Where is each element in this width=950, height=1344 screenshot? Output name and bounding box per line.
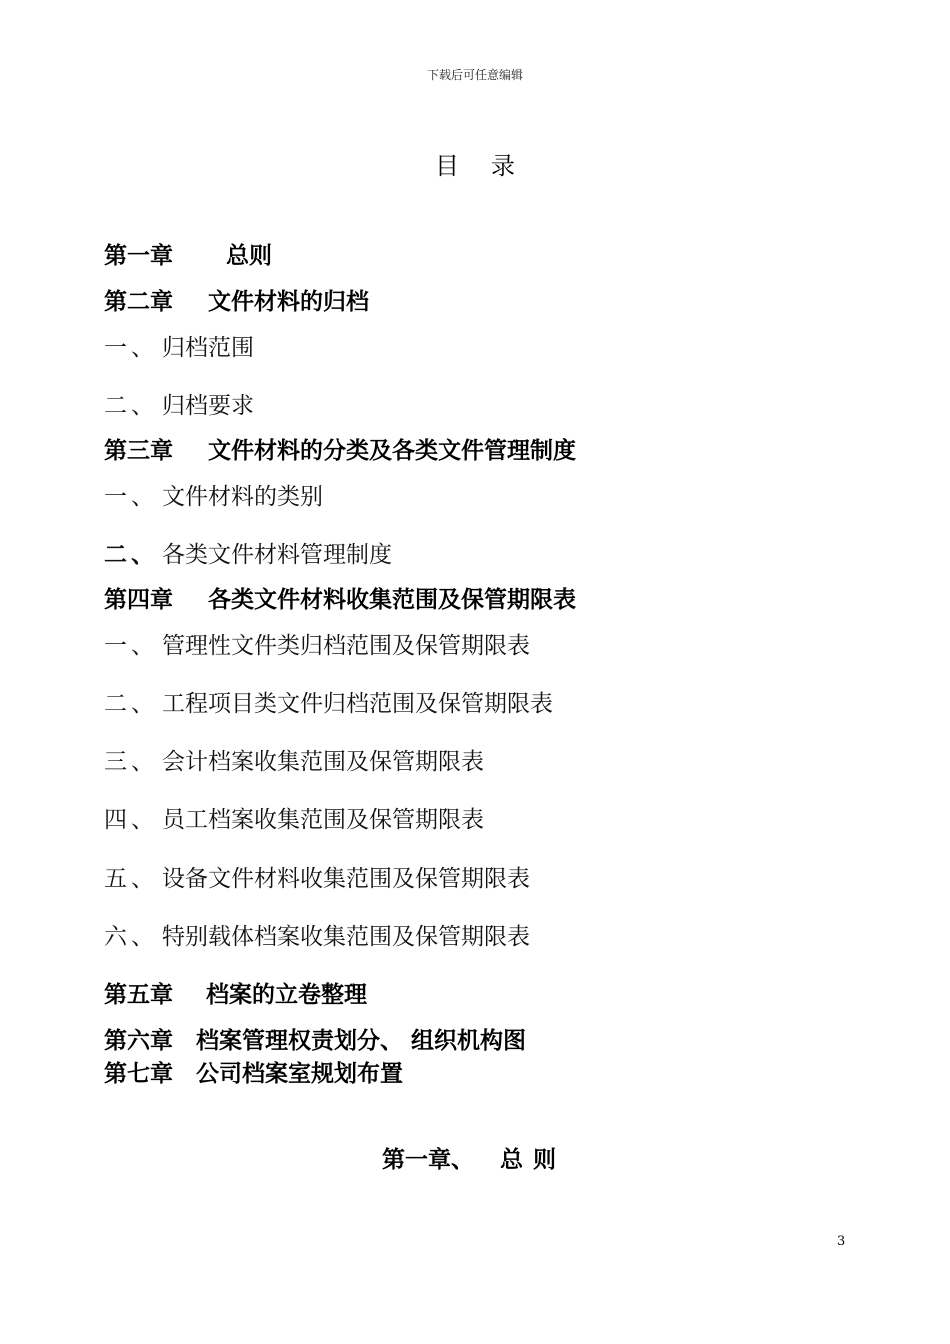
toc-entry-section <box>104 922 530 952</box>
toc-section-number: 二、 <box>104 691 158 717</box>
toc-entry-chapter-1 <box>104 241 272 271</box>
toc-entry-section <box>104 805 484 835</box>
toc-section-number: 一、 <box>104 335 158 361</box>
toc-chapter-title: 档案管理权责划分、 组织机构图 <box>196 1028 527 1054</box>
toc-section-title: 管理性文件类归档范围及保管期限表 <box>162 633 530 659</box>
toc-entry-chapter-5 <box>104 980 367 1010</box>
toc-section-number: 四、 <box>104 807 158 833</box>
chapter-heading <box>382 1141 566 1174</box>
toc-entry-chapter-2 <box>104 287 369 317</box>
toc-chapter-title: 总则 <box>226 243 272 269</box>
toc-chapter-number: 第五章 <box>104 982 173 1008</box>
toc-section-title: 文件材料的类别 <box>162 484 323 510</box>
header-note: 下载后可任意编辑 <box>426 68 523 82</box>
toc-section-title: 各类文件材料管理制度 <box>162 542 392 568</box>
toc-entry-section <box>104 540 392 570</box>
toc-section-title: 设备文件材料收集范围及保管期限表 <box>162 866 530 892</box>
toc-section-number: 一、 <box>104 484 158 510</box>
toc-section-number: 二、 <box>104 542 158 568</box>
toc-section-number: 五、 <box>104 866 158 892</box>
page-number: 3 <box>837 1234 846 1249</box>
toc-entry-section <box>104 333 254 363</box>
toc-section-number: 六、 <box>104 924 158 950</box>
toc-chapter-number: 第三章 <box>104 438 173 464</box>
toc-entry-section <box>104 631 530 661</box>
toc-chapter-number: 第六章 <box>104 1028 173 1054</box>
toc-chapter-title: 各类文件材料收集范围及保管期限表 <box>208 587 576 613</box>
toc-chapter-number: 第七章 <box>104 1061 173 1087</box>
toc-section-title: 工程项目类文件归档范围及保管期限表 <box>162 691 553 717</box>
toc-section-number: 二、 <box>104 393 158 419</box>
toc-section-title: 特别载体档案收集范围及保管期限表 <box>162 924 530 950</box>
toc-section-title: 员工档案收集范围及保管期限表 <box>162 807 484 833</box>
toc-chapter-title: 文件材料的分类及各类文件管理制度 <box>208 438 576 464</box>
toc-entry-section <box>104 482 323 512</box>
toc-section-title: 归档要求 <box>162 393 254 419</box>
toc-section-title: 归档范围 <box>162 335 254 361</box>
toc-entry-chapter-4 <box>104 585 576 615</box>
toc-entry-section <box>104 689 553 719</box>
chapter-heading-number: 第一章、 <box>382 1147 474 1173</box>
toc-chapter-title: 公司档案室规划布置 <box>196 1061 403 1087</box>
toc-entry-section <box>104 391 254 421</box>
toc-section-number: 三、 <box>104 749 158 775</box>
toc-section-number: 一、 <box>104 633 158 659</box>
toc-section-title: 会计档案收集范围及保管期限表 <box>162 749 484 775</box>
toc-entry-chapter-3 <box>104 436 576 466</box>
toc-chapter-title: 档案的立卷整理 <box>206 982 367 1008</box>
toc-chapter-number: 第二章 <box>104 289 173 315</box>
toc-chapter-title: 文件材料的归档 <box>208 289 369 315</box>
toc-entry-chapter-7 <box>104 1059 403 1089</box>
toc-entry-section <box>104 747 484 777</box>
toc-entry-section <box>104 864 530 894</box>
chapter-heading-title: 总则 <box>500 1147 566 1173</box>
toc-chapter-number: 第一章 <box>104 243 173 269</box>
toc-title: 目录 <box>435 152 547 180</box>
toc-chapter-number: 第四章 <box>104 587 173 613</box>
toc-entry-chapter-6 <box>104 1026 527 1056</box>
